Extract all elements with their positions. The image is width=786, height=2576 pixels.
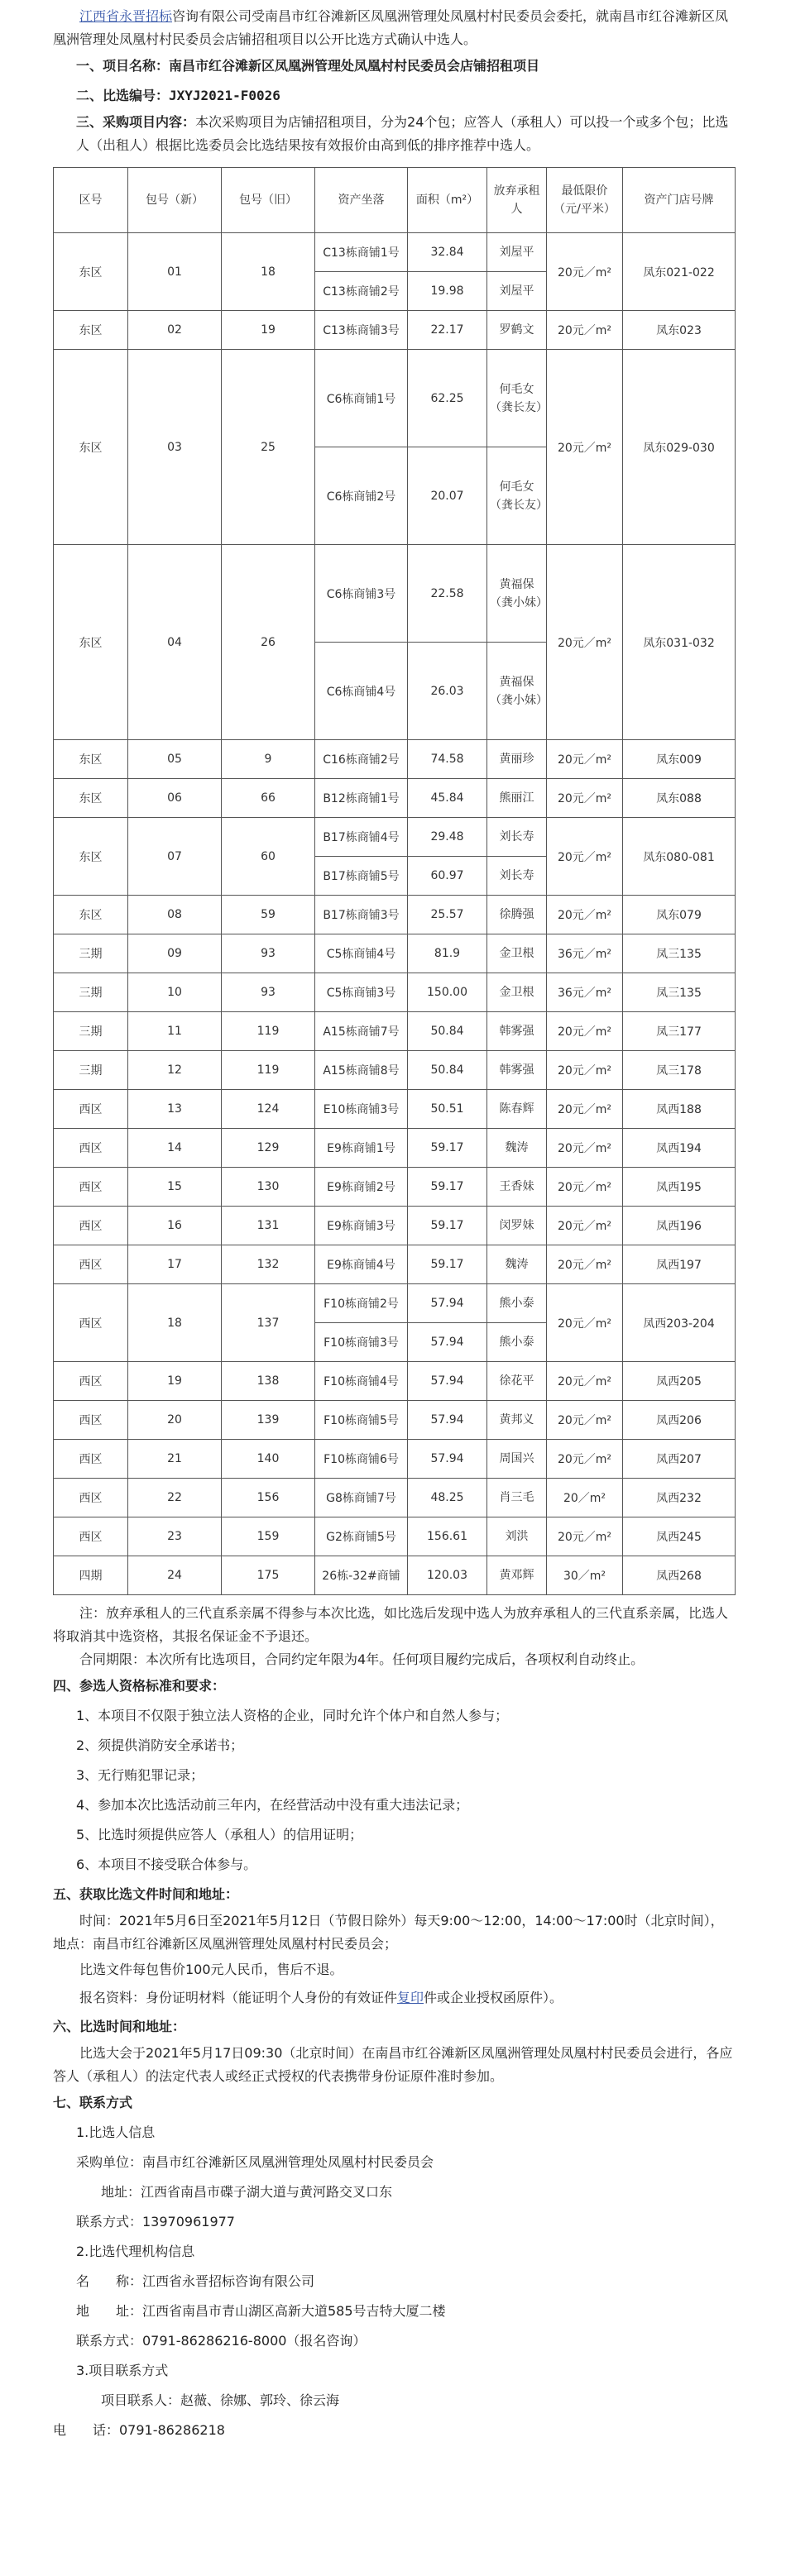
- cell-location: 26栋-32#商铺: [315, 1556, 408, 1595]
- cell-area: 62.25: [408, 350, 487, 447]
- cell-min-price: 20元／m²: [547, 779, 623, 818]
- section-content-text: 本次采购项目为店铺招租项目，分为24个包；应答人（承租人）可以投一个或多个包；比选人（出租人）根据比选委员会比选结果按有效报价由高到低的排序推荐中选人。: [76, 114, 729, 153]
- cell-plate: 凤三135: [623, 934, 736, 973]
- header-plate: 资产门店号牌: [623, 168, 736, 233]
- cell-area: 19.98: [408, 272, 487, 311]
- cell-package-old: 18: [222, 233, 315, 311]
- cell-zone: 西区: [54, 1245, 128, 1284]
- cell-location: B17栋商铺5号: [315, 857, 408, 896]
- cell-former-tenant: 金卫根: [487, 934, 547, 973]
- cell-area: 59.17: [408, 1245, 487, 1284]
- cell-location: F10栋商铺2号: [315, 1284, 408, 1323]
- cell-package-new: 18: [128, 1284, 222, 1362]
- section-bid-number: 二、比选编号：JXYJ2021-F0026: [76, 88, 280, 103]
- cell-area: 22.17: [408, 311, 487, 350]
- cell-area: 57.94: [408, 1401, 487, 1440]
- obtain-time: 时间：2021年5月6日至2021年5月12日（节假日除外）每天9:00～12:00，14:00～17:00时（北京时间），地点：南昌市红谷滩新区凤凰洲管理处凤凰村村民委员会；: [53, 1913, 724, 1952]
- cell-location: C6栋商铺2号: [315, 447, 408, 545]
- table-row: [54, 973, 736, 1012]
- cell-package-new: 20: [128, 1401, 222, 1440]
- cell-min-price: 20元／m²: [547, 1517, 623, 1556]
- table-row: [54, 1090, 736, 1129]
- cell-area: 81.9: [408, 934, 487, 973]
- cell-location: C13栋商铺1号: [315, 233, 408, 272]
- cell-package-old: 93: [222, 973, 315, 1012]
- cell-area: 57.94: [408, 1284, 487, 1323]
- cell-former-tenant: 黄邦义: [487, 1401, 547, 1440]
- cell-min-price: 20元／m²: [547, 233, 623, 311]
- cell-former-tenant: 韩雾强: [487, 1012, 547, 1051]
- cell-location: B17栋商铺4号: [315, 818, 408, 857]
- cell-plate: 凤东029-030: [623, 350, 736, 545]
- project-name-value: 南昌市红谷滩新区凤凰洲管理处凤凰村村民委员会店铺招租项目: [169, 58, 540, 74]
- cell-zone: 三期: [54, 934, 128, 973]
- cell-former-tenant: 刘屋平: [487, 272, 547, 311]
- cell-area: 26.03: [408, 643, 487, 740]
- cell-min-price: 36元／m²: [547, 973, 623, 1012]
- cell-area: 60.97: [408, 857, 487, 896]
- cell-min-price: 20元／m²: [547, 1168, 623, 1207]
- cell-package-old: 175: [222, 1556, 315, 1595]
- cell-zone: 西区: [54, 1440, 128, 1479]
- cell-area: 120.03: [408, 1556, 487, 1595]
- cell-location: C6栋商铺4号: [315, 643, 408, 740]
- cell-location: F10栋商铺4号: [315, 1362, 408, 1401]
- cell-plate: 凤西196: [623, 1207, 736, 1245]
- cell-zone: 西区: [54, 1479, 128, 1517]
- cell-package-new: 11: [128, 1012, 222, 1051]
- table-header-row: [54, 168, 736, 233]
- cell-min-price: 30／m²: [547, 1556, 623, 1595]
- qualification-item: 5、比选时须提供应答人（承租人）的信用证明；: [76, 1827, 363, 1842]
- cell-plate: 凤西194: [623, 1129, 736, 1168]
- contact-bidder-title: 1.比选人信息: [76, 2124, 156, 2140]
- header-package-old: 包号（旧）: [222, 168, 315, 233]
- cell-former-tenant: 金卫根: [487, 973, 547, 1012]
- cell-min-price: 20元／m²: [547, 1245, 623, 1284]
- obtain-fee: 比选文件每包售价100元人民币，售后不退。: [79, 1962, 343, 1977]
- cell-min-price: 20元／m²: [547, 1051, 623, 1090]
- intro-text: 咨询有限公司受南昌市红谷滩新区凤凰洲管理处凤凰村村民委员会委托，就南昌市红谷滩新区凤凰洲管理处凤凰村村民委员会店铺招租项目以公开比选方式确认中选人。: [53, 8, 729, 47]
- cell-min-price: 20元／m²: [547, 1440, 623, 1479]
- header-package-new: 包号（新）: [128, 168, 222, 233]
- cell-package-new: 14: [128, 1129, 222, 1168]
- cell-area: 20.07: [408, 447, 487, 545]
- cell-plate: 凤东031-032: [623, 545, 736, 740]
- cell-zone: 东区: [54, 350, 128, 545]
- cell-area: 50.84: [408, 1051, 487, 1090]
- cell-package-new: 04: [128, 545, 222, 740]
- cell-former-tenant: 罗鹤文: [487, 311, 547, 350]
- cell-plate: 凤西203-204: [623, 1284, 736, 1362]
- cell-former-tenant: 黄丽珍: [487, 740, 547, 779]
- table-row: [54, 934, 736, 973]
- contact-agency-phone: 联系方式：0791-86286216-8000（报名咨询）: [76, 2333, 367, 2349]
- table-row: [54, 1245, 736, 1284]
- cell-former-tenant: 刘洪: [487, 1517, 547, 1556]
- section-project-name: 一、项目名称：南昌市红谷滩新区凤凰洲管理处凤凰村村民委员会店铺招租项目: [76, 58, 540, 74]
- cell-former-tenant: 熊小泰: [487, 1323, 547, 1362]
- cell-package-old: 60: [222, 818, 315, 896]
- cell-plate: 凤西207: [623, 1440, 736, 1479]
- cell-area: 57.94: [408, 1323, 487, 1362]
- table-row: [54, 1012, 736, 1051]
- cell-plate: 凤西205: [623, 1362, 736, 1401]
- table-row: [54, 1284, 736, 1323]
- cell-plate: 凤东080-081: [623, 818, 736, 896]
- cell-package-new: 01: [128, 233, 222, 311]
- cell-min-price: 20元／m²: [547, 350, 623, 545]
- cell-former-tenant: 黄福保（龚小妹）: [487, 643, 547, 740]
- cell-zone: 三期: [54, 973, 128, 1012]
- cell-package-new: 16: [128, 1207, 222, 1245]
- bid-time-text: 比选大会于2021年5月17日09:30（北京时间）在南昌市红谷滩新区凤凰洲管理处凤凰村村民委员会进行，各应答人（承租人）的法定代表人或经正式授权的代表携带身份证原件准时参加。: [53, 2045, 733, 2084]
- cell-former-tenant: 陈春辉: [487, 1090, 547, 1129]
- cell-former-tenant: 熊丽江: [487, 779, 547, 818]
- copy-link[interactable]: 复印: [397, 1990, 424, 2005]
- cell-zone: 东区: [54, 818, 128, 896]
- cell-package-old: 130: [222, 1168, 315, 1207]
- cell-package-old: 124: [222, 1090, 315, 1129]
- table-row: [54, 1556, 736, 1595]
- table-row: [54, 740, 736, 779]
- cell-plate: 凤西245: [623, 1517, 736, 1556]
- cell-min-price: 20／m²: [547, 1479, 623, 1517]
- cell-package-new: 12: [128, 1051, 222, 1090]
- section-bid-time-title: 六、比选时间和地址：: [53, 2019, 186, 2034]
- table-row: [54, 779, 736, 818]
- cell-package-new: 03: [128, 350, 222, 545]
- cell-package-new: 15: [128, 1168, 222, 1207]
- note-relatives: 注：放弃承租人的三代直系亲属不得参与本次比选，如比选后发现中选人为放弃承租人的三代直系亲属，比选人将取消其中选资格，其报名保证金不予退还。: [53, 1605, 729, 1644]
- cell-area: 74.58: [408, 740, 487, 779]
- cell-plate: 凤东088: [623, 779, 736, 818]
- cell-plate: 凤东023: [623, 311, 736, 350]
- cell-min-price: 20元／m²: [547, 545, 623, 740]
- cell-area: 59.17: [408, 1168, 487, 1207]
- cell-package-new: 24: [128, 1556, 222, 1595]
- qualification-item: 6、本项目不接受联合体参与。: [76, 1857, 257, 1872]
- cell-min-price: 20元／m²: [547, 1012, 623, 1051]
- contact-project-title: 3.项目联系方式: [76, 2363, 169, 2378]
- cell-package-old: 119: [222, 1012, 315, 1051]
- cell-area: 156.61: [408, 1517, 487, 1556]
- table-row: [54, 1129, 736, 1168]
- cell-former-tenant: 黄福保（龚小妹）: [487, 545, 547, 643]
- cell-zone: 四期: [54, 1556, 128, 1595]
- section-qualification-title: 四、参选人资格标准和要求：: [53, 1678, 226, 1694]
- cell-min-price: 20元／m²: [547, 740, 623, 779]
- contact-agency-title: 2.比选代理机构信息: [76, 2244, 195, 2259]
- cell-area: 59.17: [408, 1129, 487, 1168]
- cell-zone: 东区: [54, 233, 128, 311]
- cell-plate: 凤三178: [623, 1051, 736, 1090]
- table-row: [54, 1051, 736, 1090]
- cell-former-tenant: 徐腾强: [487, 896, 547, 934]
- cell-former-tenant: 王香妹: [487, 1168, 547, 1207]
- obtain-docs: 报名资料：身份证明材料（能证明个人身份的有效证件复印件或企业授权函原件）。: [79, 1990, 563, 2005]
- cell-min-price: 20元／m²: [547, 1284, 623, 1362]
- cell-location: C13栋商铺2号: [315, 272, 408, 311]
- cell-former-tenant: 韩雾强: [487, 1051, 547, 1090]
- cell-location: C13栋商铺3号: [315, 311, 408, 350]
- table-row: [54, 1401, 736, 1440]
- cell-package-old: 66: [222, 779, 315, 818]
- cell-location: E9栋商铺3号: [315, 1207, 408, 1245]
- header-former-tenant: 放弃承租人: [487, 168, 547, 233]
- table-row: [54, 311, 736, 350]
- cell-area: 50.84: [408, 1012, 487, 1051]
- cell-zone: 东区: [54, 779, 128, 818]
- cell-package-old: 137: [222, 1284, 315, 1362]
- cell-package-old: 119: [222, 1051, 315, 1090]
- cell-zone: 东区: [54, 740, 128, 779]
- cell-location: F10栋商铺5号: [315, 1401, 408, 1440]
- cell-zone: 西区: [54, 1090, 128, 1129]
- section-content-label: 三、采购项目内容：: [76, 114, 196, 130]
- cell-min-price: 20元／m²: [547, 311, 623, 350]
- cell-package-old: 129: [222, 1129, 315, 1168]
- cell-zone: 三期: [54, 1051, 128, 1090]
- cell-package-new: 08: [128, 896, 222, 934]
- note-contract-term: 合同期限：本次所有比选项目，合同约定年限为4年。任何项目履约完成后，各项权利自动终止。: [79, 1651, 645, 1667]
- cell-former-tenant: 熊小泰: [487, 1284, 547, 1323]
- cell-former-tenant: 魏涛: [487, 1129, 547, 1168]
- contact-bidder-unit: 采购单位：南昌市红谷滩新区凤凰洲管理处凤凰村村民委员会: [76, 2154, 434, 2170]
- table-row: [54, 545, 736, 643]
- cell-location: B17栋商铺3号: [315, 896, 408, 934]
- cell-package-new: 07: [128, 818, 222, 896]
- bid-number-value: JXYJ2021-F0026: [169, 88, 280, 103]
- cell-former-tenant: 刘长寿: [487, 857, 547, 896]
- cell-package-old: 25: [222, 350, 315, 545]
- cell-former-tenant: 何毛女（龚长友）: [487, 350, 547, 447]
- cell-package-new: 10: [128, 973, 222, 1012]
- cell-package-old: 156: [222, 1479, 315, 1517]
- qualification-list: [53, 1701, 735, 1880]
- cell-former-tenant: 何毛女（龚长友）: [487, 447, 547, 545]
- table-row: [54, 1362, 736, 1401]
- cell-package-new: 05: [128, 740, 222, 779]
- contact-agency-name: 名 称：江西省永晋招标咨询有限公司: [76, 2273, 315, 2289]
- table-body: [54, 233, 736, 1595]
- qualification-item: 3、无行贿犯罪记录；: [76, 1767, 204, 1783]
- cell-area: 45.84: [408, 779, 487, 818]
- cell-package-new: 23: [128, 1517, 222, 1556]
- cell-package-old: 159: [222, 1517, 315, 1556]
- cell-location: F10栋商铺6号: [315, 1440, 408, 1479]
- section-contact-title: 七、联系方式: [53, 2095, 133, 2110]
- cell-zone: 东区: [54, 545, 128, 740]
- cell-package-old: 131: [222, 1207, 315, 1245]
- cell-plate: 凤西232: [623, 1479, 736, 1517]
- cell-location: G8栋商铺7号: [315, 1479, 408, 1517]
- cell-min-price: 36元／m²: [547, 934, 623, 973]
- header-location: 资产坐落: [315, 168, 408, 233]
- cell-former-tenant: 周国兴: [487, 1440, 547, 1479]
- cell-plate: 凤三135: [623, 973, 736, 1012]
- cell-package-old: 9: [222, 740, 315, 779]
- lots-table: [53, 167, 736, 1595]
- cell-area: 150.00: [408, 973, 487, 1012]
- cell-area: 29.48: [408, 818, 487, 857]
- cell-plate: 凤东009: [623, 740, 736, 779]
- cell-min-price: 20元／m²: [547, 896, 623, 934]
- cell-zone: 西区: [54, 1129, 128, 1168]
- header-min-price: 最低限价（元/平米）: [547, 168, 623, 233]
- cell-min-price: 20元／m²: [547, 818, 623, 896]
- table-row: [54, 896, 736, 934]
- agency-link[interactable]: 江西省永晋招标: [79, 8, 173, 24]
- cell-package-old: 19: [222, 311, 315, 350]
- table-row: [54, 233, 736, 272]
- cell-location: E10栋商铺3号: [315, 1090, 408, 1129]
- cell-plate: 凤西206: [623, 1401, 736, 1440]
- cell-former-tenant: 闵罗妹: [487, 1207, 547, 1245]
- cell-zone: 西区: [54, 1401, 128, 1440]
- cell-package-old: 26: [222, 545, 315, 740]
- cell-former-tenant: 刘屋平: [487, 233, 547, 272]
- cell-location: B12栋商铺1号: [315, 779, 408, 818]
- cell-package-new: 13: [128, 1090, 222, 1129]
- cell-package-old: 138: [222, 1362, 315, 1401]
- cell-location: A15栋商铺7号: [315, 1012, 408, 1051]
- cell-plate: 凤西268: [623, 1556, 736, 1595]
- cell-area: 50.51: [408, 1090, 487, 1129]
- cell-location: A15栋商铺8号: [315, 1051, 408, 1090]
- cell-location: C16栋商铺2号: [315, 740, 408, 779]
- table-row: [54, 1440, 736, 1479]
- contact-bidder-address: 地址：江西省南昌市碟子湖大道与黄河路交叉口东: [101, 2184, 393, 2200]
- cell-former-tenant: 黄邓辉: [487, 1556, 547, 1595]
- cell-location: E9栋商铺1号: [315, 1129, 408, 1168]
- cell-min-price: 20元／m²: [547, 1207, 623, 1245]
- cell-min-price: 20元／m²: [547, 1090, 623, 1129]
- cell-package-new: 09: [128, 934, 222, 973]
- qualification-item: 1、本项目不仅限于独立法人资格的企业，同时允许个体户和自然人参与；: [76, 1708, 509, 1723]
- section-content: [76, 111, 735, 157]
- header-area: 面积（m²）: [408, 168, 487, 233]
- cell-zone: 西区: [54, 1362, 128, 1401]
- qualification-item: 4、参加本次比选活动前三年内，在经营活动中没有重大违法记录；: [76, 1797, 469, 1813]
- cell-package-new: 19: [128, 1362, 222, 1401]
- cell-plate: 凤东079: [623, 896, 736, 934]
- cell-package-new: 02: [128, 311, 222, 350]
- cell-package-old: 93: [222, 934, 315, 973]
- cell-area: 22.58: [408, 545, 487, 643]
- cell-area: 59.17: [408, 1207, 487, 1245]
- contact-agency-address: 地 址：江西省南昌市青山湖区高新大道585号吉特大厦二楼: [76, 2303, 446, 2319]
- table-row: [54, 1517, 736, 1556]
- table-row: [54, 1168, 736, 1207]
- cell-min-price: 20元／m²: [547, 1129, 623, 1168]
- cell-area: 57.94: [408, 1440, 487, 1479]
- cell-location: E9栋商铺4号: [315, 1245, 408, 1284]
- cell-min-price: 20元／m²: [547, 1401, 623, 1440]
- cell-package-old: 140: [222, 1440, 315, 1479]
- table-row: [54, 1479, 736, 1517]
- contact-project-people: 项目联系人：赵薇、徐娜、郭玲、徐云海: [101, 2392, 340, 2408]
- cell-area: 57.94: [408, 1362, 487, 1401]
- cell-area: 25.57: [408, 896, 487, 934]
- cell-area: 32.84: [408, 233, 487, 272]
- cell-former-tenant: 魏涛: [487, 1245, 547, 1284]
- cell-zone: 东区: [54, 896, 128, 934]
- cell-plate: 凤东021-022: [623, 233, 736, 311]
- cell-plate: 凤西195: [623, 1168, 736, 1207]
- cell-zone: 三期: [54, 1012, 128, 1051]
- cell-location: C5栋商铺3号: [315, 973, 408, 1012]
- contact-project-tel: 电 话：0791-86286218: [53, 2422, 225, 2438]
- section-obtain-docs-title: 五、获取比选文件时间和地址：: [53, 1886, 239, 1902]
- cell-min-price: 20元／m²: [547, 1362, 623, 1401]
- cell-location: C6栋商铺1号: [315, 350, 408, 447]
- cell-former-tenant: 徐花平: [487, 1362, 547, 1401]
- cell-package-new: 17: [128, 1245, 222, 1284]
- cell-zone: 西区: [54, 1168, 128, 1207]
- qualification-item: 2、须提供消防安全承诺书；: [76, 1737, 244, 1753]
- cell-package-old: 139: [222, 1401, 315, 1440]
- cell-zone: 西区: [54, 1284, 128, 1362]
- cell-former-tenant: 刘长寿: [487, 818, 547, 857]
- cell-package-new: 22: [128, 1479, 222, 1517]
- header-zone: 区号: [54, 168, 128, 233]
- cell-package-old: 59: [222, 896, 315, 934]
- cell-location: C5栋商铺4号: [315, 934, 408, 973]
- cell-package-new: 06: [128, 779, 222, 818]
- table-row: [54, 350, 736, 447]
- cell-zone: 东区: [54, 311, 128, 350]
- cell-location: G2栋商铺5号: [315, 1517, 408, 1556]
- cell-zone: 西区: [54, 1207, 128, 1245]
- cell-location: F10栋商铺3号: [315, 1323, 408, 1362]
- cell-plate: 凤西197: [623, 1245, 736, 1284]
- cell-zone: 西区: [54, 1517, 128, 1556]
- cell-location: E9栋商铺2号: [315, 1168, 408, 1207]
- cell-plate: 凤三177: [623, 1012, 736, 1051]
- table-row: [54, 1207, 736, 1245]
- cell-former-tenant: 肖三毛: [487, 1479, 547, 1517]
- contact-bidder-phone: 联系方式：13970961977: [76, 2214, 235, 2230]
- table-row: [54, 818, 736, 857]
- cell-location: C6栋商铺3号: [315, 545, 408, 643]
- intro-paragraph: [53, 5, 735, 51]
- cell-package-new: 21: [128, 1440, 222, 1479]
- cell-package-old: 132: [222, 1245, 315, 1284]
- cell-plate: 凤西188: [623, 1090, 736, 1129]
- cell-area: 48.25: [408, 1479, 487, 1517]
